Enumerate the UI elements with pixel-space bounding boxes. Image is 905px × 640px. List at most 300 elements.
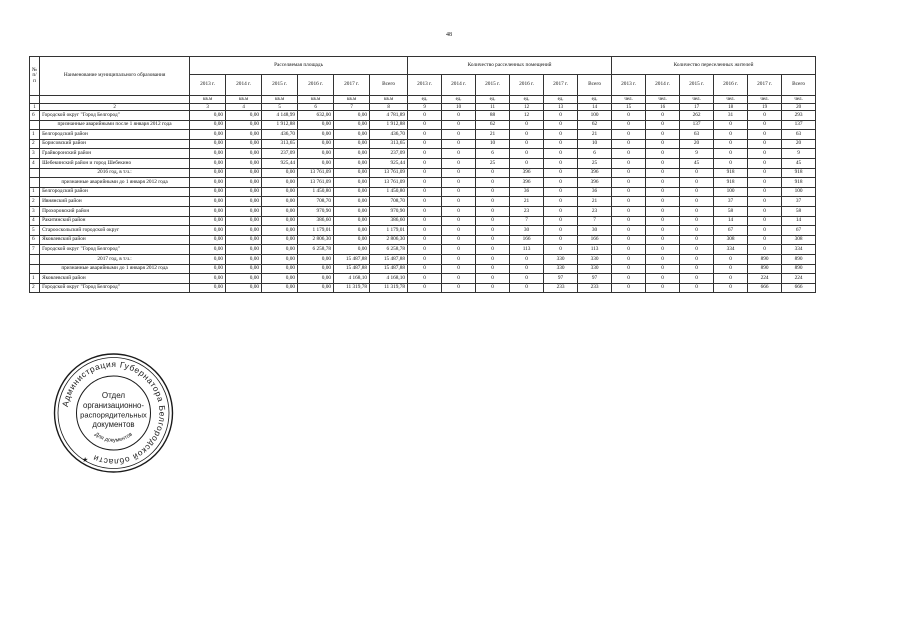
- people-cell: 0: [646, 120, 680, 130]
- people-cell: 0: [748, 216, 782, 226]
- people-cell: 890: [782, 264, 816, 274]
- area-cell: 0,00: [190, 197, 226, 207]
- rooms-cell: 88: [476, 111, 510, 121]
- area-cell: 970,90: [370, 206, 408, 216]
- area-cell: 708,70: [298, 197, 334, 207]
- people-cell: 666: [782, 283, 816, 293]
- people-cell: 0: [748, 178, 782, 188]
- row-number: 3: [30, 149, 40, 159]
- row-name: Ивнянский район: [40, 197, 190, 207]
- row-name: Городской округ "Город Белгород": [40, 283, 190, 293]
- area-cell: 0,00: [226, 168, 262, 178]
- area-cell: 436,70: [262, 130, 298, 140]
- row-number: 2: [30, 139, 40, 149]
- row-name: признанные аварийными после 1 января 2012 года: [40, 120, 190, 130]
- rooms-cell: 0: [476, 226, 510, 236]
- area-cell: 6 258,78: [298, 245, 334, 255]
- unit-cell: кв.м: [190, 96, 226, 104]
- area-cell: 237,09: [262, 149, 298, 159]
- people-cell: 0: [680, 187, 714, 197]
- rooms-cell: 21: [578, 130, 612, 140]
- people-cell: 0: [612, 206, 646, 216]
- row-number: 1: [30, 274, 40, 284]
- table-row: [30, 245, 816, 255]
- area-cell: 0,00: [298, 130, 334, 140]
- rooms-cell: 62: [476, 120, 510, 130]
- col-number-cell: 19: [748, 104, 782, 111]
- rooms-cell: 0: [510, 139, 544, 149]
- header-year-rooms: 2017 г.: [544, 75, 578, 96]
- rooms-cell: 0: [510, 264, 544, 274]
- rooms-cell: 62: [578, 120, 612, 130]
- rooms-cell: 330: [578, 254, 612, 264]
- people-cell: 20: [680, 139, 714, 149]
- people-cell: 0: [612, 283, 646, 293]
- rooms-cell: 30: [510, 226, 544, 236]
- star-icon: ★: [82, 456, 89, 464]
- rooms-cell: 0: [442, 245, 476, 255]
- table-row: [30, 216, 816, 226]
- rooms-cell: 0: [544, 178, 578, 188]
- area-cell: 15 487,88: [334, 264, 370, 274]
- people-cell: 0: [646, 254, 680, 264]
- rooms-cell: 0: [544, 226, 578, 236]
- header-total-rooms: Всего: [578, 75, 612, 96]
- people-cell: 224: [748, 274, 782, 284]
- people-cell: 0: [612, 254, 646, 264]
- people-cell: 45: [782, 158, 816, 168]
- rooms-cell: 0: [408, 187, 442, 197]
- area-cell: 0,00: [334, 235, 370, 245]
- people-cell: 0: [748, 139, 782, 149]
- table-row: [30, 235, 816, 245]
- header-group-rooms: Количество расселенных помещений: [408, 57, 612, 75]
- people-cell: 137: [782, 120, 816, 130]
- unit-cell: кв.м: [226, 96, 262, 104]
- col-number-cell: 14: [578, 104, 612, 111]
- people-cell: 0: [748, 197, 782, 207]
- rooms-cell: 0: [510, 254, 544, 264]
- stamp-line-3: распорядительных: [80, 410, 147, 420]
- rooms-cell: 0: [442, 168, 476, 178]
- people-cell: 0: [612, 226, 646, 236]
- rooms-cell: 0: [476, 245, 510, 255]
- area-cell: 632,00: [298, 111, 334, 121]
- table-row: [30, 226, 816, 236]
- col-number-cell: 15: [612, 104, 646, 111]
- people-cell: 0: [646, 149, 680, 159]
- rooms-cell: 0: [408, 120, 442, 130]
- area-cell: 0,00: [262, 206, 298, 216]
- header-year-people: 2015 г.: [680, 75, 714, 96]
- people-cell: 31: [714, 111, 748, 121]
- header-year-rooms: 2013 г.: [408, 75, 442, 96]
- area-cell: 0,00: [226, 178, 262, 188]
- rooms-cell: 0: [476, 274, 510, 284]
- area-cell: 0,00: [226, 197, 262, 207]
- header-year-area: 2015 г.: [262, 75, 298, 96]
- rooms-cell: 233: [578, 283, 612, 293]
- area-cell: 386,60: [370, 216, 408, 226]
- people-cell: 0: [680, 216, 714, 226]
- people-cell: 0: [680, 274, 714, 284]
- rooms-cell: 0: [408, 264, 442, 274]
- unit-cell: ед.: [578, 96, 612, 104]
- people-cell: 0: [646, 216, 680, 226]
- area-cell: 0,00: [334, 226, 370, 236]
- area-cell: 386,60: [298, 216, 334, 226]
- rooms-cell: 0: [476, 254, 510, 264]
- people-cell: 0: [612, 158, 646, 168]
- rooms-cell: 0: [544, 197, 578, 207]
- people-cell: 0: [748, 149, 782, 159]
- rooms-cell: 0: [510, 158, 544, 168]
- people-cell: 20: [782, 139, 816, 149]
- unit-cell: кв.м: [262, 96, 298, 104]
- rooms-cell: 0: [476, 206, 510, 216]
- rooms-cell: 0: [408, 254, 442, 264]
- col-number-cell: 13: [544, 104, 578, 111]
- col-number-cell: 3: [190, 104, 226, 111]
- row-number: [30, 178, 40, 188]
- people-cell: 0: [714, 130, 748, 140]
- table-row: [30, 283, 816, 293]
- area-cell: 0,00: [334, 168, 370, 178]
- area-cell: 0,00: [334, 245, 370, 255]
- rooms-cell: 0: [510, 274, 544, 284]
- rooms-cell: 0: [442, 206, 476, 216]
- header-year-rooms: 2014 г.: [442, 75, 476, 96]
- people-cell: 0: [714, 264, 748, 274]
- col-number-cell: 4: [226, 104, 262, 111]
- table-row: [30, 168, 816, 178]
- rooms-cell: 0: [442, 139, 476, 149]
- rooms-cell: 23: [578, 206, 612, 216]
- row-number: 4: [30, 158, 40, 168]
- area-cell: 313,65: [370, 139, 408, 149]
- area-cell: 15 487,88: [334, 254, 370, 264]
- row-number: 4: [30, 216, 40, 226]
- unit-cell: ед.: [408, 96, 442, 104]
- row-name: Старооскольский городской округ: [40, 226, 190, 236]
- people-cell: 0: [680, 235, 714, 245]
- people-cell: 918: [714, 168, 748, 178]
- area-cell: 15 487,88: [370, 264, 408, 274]
- people-cell: 0: [714, 254, 748, 264]
- row-number: 7: [30, 245, 40, 255]
- unit-cell: чел.: [612, 96, 646, 104]
- area-cell: 4 148,99: [262, 111, 298, 121]
- area-cell: 13 761,09: [298, 178, 334, 188]
- area-cell: 237,09: [370, 149, 408, 159]
- row-number: 1: [30, 187, 40, 197]
- col-number-cell: 12: [510, 104, 544, 111]
- rooms-cell: 0: [544, 149, 578, 159]
- rooms-cell: 0: [476, 235, 510, 245]
- area-cell: 1 912,88: [262, 120, 298, 130]
- table-row: [30, 120, 816, 130]
- table-row: [30, 206, 816, 216]
- header-year-rooms: 2016 г.: [510, 75, 544, 96]
- rooms-cell: 0: [544, 216, 578, 226]
- area-cell: 0,00: [226, 130, 262, 140]
- rooms-cell: 0: [408, 197, 442, 207]
- people-cell: 0: [748, 168, 782, 178]
- rooms-cell: 0: [544, 120, 578, 130]
- unit-cell: чел.: [782, 96, 816, 104]
- people-cell: 0: [646, 178, 680, 188]
- people-cell: 0: [612, 264, 646, 274]
- area-cell: 0,00: [298, 283, 334, 293]
- rooms-cell: 0: [510, 149, 544, 159]
- people-cell: 137: [680, 120, 714, 130]
- header-year-people: 2014 г.: [646, 75, 680, 96]
- area-cell: 0,00: [262, 168, 298, 178]
- rooms-cell: 0: [442, 149, 476, 159]
- unit-cell: кв.м: [298, 96, 334, 104]
- col-number-cell: 5: [262, 104, 298, 111]
- col-number-cell: 6: [298, 104, 334, 111]
- area-cell: 0,00: [334, 158, 370, 168]
- rooms-cell: 0: [544, 187, 578, 197]
- area-cell: 13 761,09: [370, 168, 408, 178]
- people-cell: 918: [714, 178, 748, 188]
- rooms-cell: 0: [442, 226, 476, 236]
- rooms-cell: 233: [544, 283, 578, 293]
- table-row: [30, 187, 816, 197]
- people-cell: 100: [782, 187, 816, 197]
- rooms-cell: 25: [578, 158, 612, 168]
- table-row: [30, 197, 816, 207]
- people-cell: 0: [748, 226, 782, 236]
- area-cell: 0,00: [298, 120, 334, 130]
- people-cell: 58: [714, 206, 748, 216]
- row-number: [30, 120, 40, 130]
- rooms-cell: 113: [578, 245, 612, 255]
- people-cell: 308: [714, 235, 748, 245]
- area-cell: 0,00: [262, 187, 298, 197]
- people-cell: 0: [612, 178, 646, 188]
- people-cell: 0: [646, 245, 680, 255]
- header-year-area: 2013 г.: [190, 75, 226, 96]
- people-cell: 890: [782, 254, 816, 264]
- rooms-cell: 21: [476, 130, 510, 140]
- header-group-people: Количество переселенных жителей: [612, 57, 816, 75]
- row-number: [30, 254, 40, 264]
- people-cell: 0: [748, 158, 782, 168]
- table-row: [30, 264, 816, 274]
- rooms-cell: 0: [476, 168, 510, 178]
- unit-cell: ед.: [510, 96, 544, 104]
- row-number: [30, 168, 40, 178]
- rooms-cell: 0: [476, 264, 510, 274]
- unit-cell: чел.: [748, 96, 782, 104]
- people-cell: 0: [748, 187, 782, 197]
- rooms-cell: 23: [510, 206, 544, 216]
- row-number: 2: [30, 283, 40, 293]
- area-cell: 0,00: [298, 254, 334, 264]
- rooms-cell: 0: [408, 283, 442, 293]
- area-cell: 0,00: [334, 111, 370, 121]
- row-name: Грайворонский район: [40, 149, 190, 159]
- rooms-cell: 0: [476, 216, 510, 226]
- area-cell: 0,00: [190, 226, 226, 236]
- row-number: 5: [30, 226, 40, 236]
- unit-cell: чел.: [646, 96, 680, 104]
- people-cell: 0: [646, 130, 680, 140]
- unit-cell: ед.: [544, 96, 578, 104]
- people-cell: 334: [714, 245, 748, 255]
- table-row: [30, 274, 816, 284]
- people-cell: 0: [748, 206, 782, 216]
- rooms-cell: 0: [442, 130, 476, 140]
- area-cell: 0,00: [226, 264, 262, 274]
- people-cell: 0: [680, 254, 714, 264]
- area-cell: 0,00: [190, 178, 226, 188]
- rooms-cell: 21: [510, 197, 544, 207]
- row-name: 2016 год, в т.ч.:: [40, 168, 190, 178]
- header-year-area: 2017 г.: [334, 75, 370, 96]
- people-cell: 0: [612, 274, 646, 284]
- people-cell: 0: [714, 149, 748, 159]
- area-cell: 0,00: [262, 264, 298, 274]
- people-cell: 0: [680, 206, 714, 216]
- rooms-cell: 166: [510, 235, 544, 245]
- table-row: [30, 111, 816, 121]
- rooms-cell: 0: [408, 178, 442, 188]
- stamp-seal: [52, 352, 175, 474]
- area-cell: 0,00: [226, 158, 262, 168]
- table-row: [30, 158, 816, 168]
- area-cell: 0,00: [226, 206, 262, 216]
- people-cell: 224: [782, 274, 816, 284]
- row-name: Ракитянский район: [40, 216, 190, 226]
- people-cell: 918: [782, 178, 816, 188]
- col-number-cell: 16: [646, 104, 680, 111]
- row-name: Борисовский район: [40, 139, 190, 149]
- people-cell: 293: [782, 111, 816, 121]
- area-cell: 0,00: [190, 245, 226, 255]
- stamp-bottom-text: Для документов: [93, 431, 134, 444]
- people-cell: 0: [612, 111, 646, 121]
- rooms-cell: 0: [544, 168, 578, 178]
- svg-text:Для документов: [93, 432, 134, 444]
- col-number-cell: 10: [442, 104, 476, 111]
- people-cell: 37: [714, 197, 748, 207]
- area-cell: 0,00: [190, 235, 226, 245]
- rooms-cell: 7: [578, 216, 612, 226]
- row-name: Белгородский район: [40, 187, 190, 197]
- area-cell: 0,00: [334, 197, 370, 207]
- area-cell: 1 912,88: [370, 120, 408, 130]
- people-cell: 0: [748, 111, 782, 121]
- rooms-cell: 0: [408, 235, 442, 245]
- table-row: [30, 254, 816, 264]
- area-cell: 0,00: [334, 139, 370, 149]
- people-cell: 0: [612, 216, 646, 226]
- row-name: признанные аварийными до 1 января 2012 года: [40, 264, 190, 274]
- rooms-cell: 10: [476, 139, 510, 149]
- rooms-cell: 97: [578, 274, 612, 284]
- header-year-people: 2016 г.: [714, 75, 748, 96]
- area-cell: 0,00: [262, 254, 298, 264]
- people-cell: 0: [612, 235, 646, 245]
- rooms-cell: 0: [510, 283, 544, 293]
- people-cell: 0: [646, 187, 680, 197]
- people-cell: 0: [680, 197, 714, 207]
- stamp-line-4: документов: [92, 420, 135, 429]
- area-cell: 0,00: [226, 139, 262, 149]
- header-num: № п/п: [30, 57, 40, 96]
- people-cell: 37: [782, 197, 816, 207]
- area-cell: 6 258,78: [370, 245, 408, 255]
- area-cell: 0,00: [334, 149, 370, 159]
- rooms-cell: 7: [510, 216, 544, 226]
- area-cell: 0,00: [262, 235, 298, 245]
- area-cell: 0,00: [226, 245, 262, 255]
- people-cell: 0: [748, 130, 782, 140]
- data-table: [29, 56, 816, 293]
- area-cell: 0,00: [190, 120, 226, 130]
- area-cell: 13 761,09: [370, 178, 408, 188]
- area-cell: 436,70: [370, 130, 408, 140]
- people-cell: 890: [748, 264, 782, 274]
- people-cell: 0: [680, 245, 714, 255]
- header-year-people: 2017 г.: [748, 75, 782, 96]
- rooms-cell: 100: [578, 111, 612, 121]
- area-cell: 0,00: [226, 254, 262, 264]
- area-cell: 0,00: [190, 216, 226, 226]
- rooms-cell: 0: [408, 149, 442, 159]
- area-cell: 2 806,30: [370, 235, 408, 245]
- people-cell: 0: [646, 168, 680, 178]
- people-cell: 334: [782, 245, 816, 255]
- header-year-people: 2013 г.: [612, 75, 646, 96]
- rooms-cell: 396: [510, 168, 544, 178]
- people-cell: 0: [748, 120, 782, 130]
- people-cell: 0: [680, 283, 714, 293]
- area-cell: 1 179,01: [298, 226, 334, 236]
- people-cell: 0: [612, 245, 646, 255]
- rooms-cell: 0: [544, 139, 578, 149]
- page-number: 48: [446, 32, 452, 38]
- rooms-cell: 0: [510, 120, 544, 130]
- row-name: Яковлевский район: [40, 235, 190, 245]
- rooms-cell: 30: [578, 226, 612, 236]
- rooms-cell: 0: [408, 168, 442, 178]
- unit-cell: ед.: [476, 96, 510, 104]
- rooms-cell: 330: [578, 264, 612, 274]
- stamp-ring-text: Администрация Губернатора Белгородской области: [59, 358, 168, 468]
- row-number: 3: [30, 206, 40, 216]
- area-cell: 1 450,80: [370, 187, 408, 197]
- row-name: признанные аварийными до 1 января 2012 года: [40, 178, 190, 188]
- area-cell: 0,00: [262, 197, 298, 207]
- rooms-cell: 396: [578, 168, 612, 178]
- area-cell: 0,00: [334, 178, 370, 188]
- unit-cell: чел.: [680, 96, 714, 104]
- people-cell: 14: [782, 216, 816, 226]
- rooms-cell: 6: [476, 149, 510, 159]
- rooms-cell: 25: [476, 158, 510, 168]
- people-cell: 67: [714, 226, 748, 236]
- area-cell: 0,00: [190, 264, 226, 274]
- rooms-cell: 330: [544, 264, 578, 274]
- header-total-people: Всего: [782, 75, 816, 96]
- rooms-cell: 0: [408, 130, 442, 140]
- people-cell: 9: [680, 149, 714, 159]
- people-cell: 14: [714, 216, 748, 226]
